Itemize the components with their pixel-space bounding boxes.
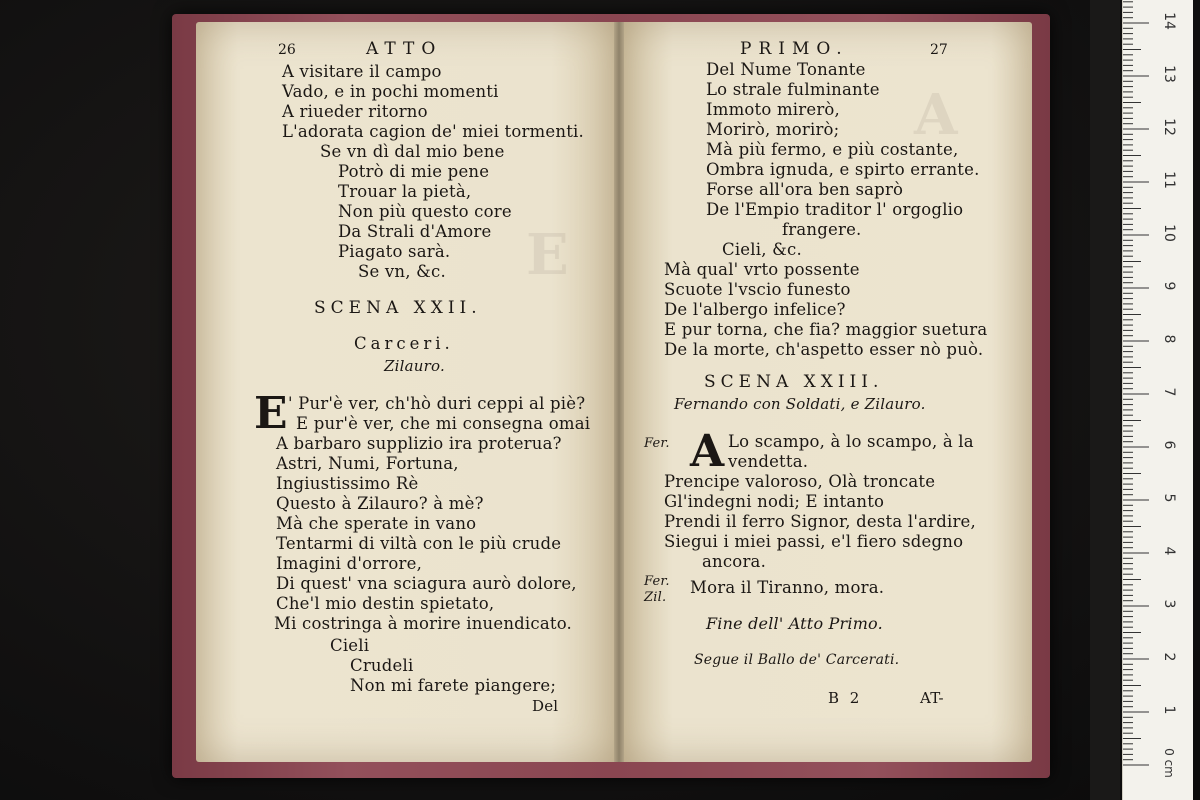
verse-line: Lo strale fulminante: [706, 80, 880, 99]
verse-line: L'adorata cagion de' miei tormenti.: [282, 122, 584, 141]
speech-line: ' Pur'è ver, ch'hò duri ceppi al piè?: [288, 394, 586, 413]
verse-line: E pur torna, che fia? maggior suetura: [664, 320, 988, 339]
backdrop-board: [1090, 0, 1120, 800]
scene-character: Zilauro.: [384, 357, 445, 375]
closing-line: Crudeli: [350, 656, 414, 675]
speech-line: Tentarmi di viltà con le più crude: [276, 534, 562, 553]
verse-line: Mà più fermo, e più costante,: [706, 140, 959, 159]
verse-line: Forse all'ora ben saprò: [706, 180, 904, 199]
speech-line: E pur'è ver, che mi consegna omai: [296, 414, 591, 433]
ruler-zero-label: 0 cm: [1162, 748, 1176, 778]
speech-line: Prendi il ferro Signor, desta l'ardire,: [664, 512, 976, 531]
verse-line: Se vn, &c.: [358, 262, 446, 281]
verse-line: A riueder ritorno: [282, 102, 428, 121]
speech-line: A barbaro supplizio ira proterua?: [276, 434, 562, 453]
ruler-label: 6: [1161, 440, 1177, 450]
page-number-right: 27: [930, 42, 948, 58]
verse-line: De l'albergo infelice?: [664, 300, 846, 319]
ruler-label: 8: [1161, 334, 1177, 344]
speech-line: Questo à Zilauro? à mè?: [276, 494, 484, 513]
verse-line: Non più questo core: [338, 202, 512, 221]
verse-line: Trouar la pietà,: [338, 182, 472, 201]
scene-characters: Fernando con Soldati, e Zilauro.: [674, 395, 926, 413]
running-head-left: ATTO: [366, 39, 443, 59]
speech-line: Gl'indegni nodi; E intanto: [664, 492, 885, 511]
catchword-right: AT-: [920, 689, 944, 707]
verse-line: Potrò di mie pene: [338, 162, 490, 181]
closing-line: Non mi farete piangere;: [350, 676, 557, 695]
ruler-label: 14: [1161, 12, 1177, 30]
speech-line: Siegui i miei passi, e'l fiero sdegno: [664, 532, 964, 551]
drop-cap: E: [254, 388, 288, 439]
speaker-label: Zil.: [644, 590, 667, 605]
verse-line: Se vn dì dal mio bene: [320, 142, 505, 161]
ruler-label: 5: [1161, 493, 1177, 503]
ruler-label: 10: [1161, 224, 1177, 242]
right-page: [624, 22, 1032, 762]
measurement-ruler: [1122, 0, 1193, 800]
ruler-label: 4: [1161, 546, 1177, 556]
verse-line: Morirò, morirò;: [706, 120, 840, 139]
show-through: E: [526, 222, 569, 288]
ballet-note: Segue il Ballo de' Carcerati.: [694, 652, 900, 668]
speech-line-indent: ancora.: [702, 552, 767, 571]
speaker-label: Fer.: [644, 574, 670, 589]
speech-line: Astri, Numi, Fortuna,: [276, 454, 459, 473]
speech-line: Che'l mio destin spietato,: [276, 594, 495, 613]
verse-line: Ombra ignuda, e spirto errante.: [706, 160, 980, 179]
show-through: A: [914, 82, 958, 148]
speech-line: Mora il Tiranno, mora.: [690, 578, 885, 597]
speech-line: Mà che sperate in vano: [276, 514, 477, 533]
catchword-left: Del: [532, 697, 559, 715]
ruler-label: 13: [1161, 65, 1177, 83]
speech-line: Di quest' vna sciagura aurò dolore,: [276, 574, 577, 593]
running-head-right: PRIMO.: [740, 39, 849, 59]
ruler-label: 2: [1161, 652, 1177, 662]
verse-line: De la morte, ch'aspetto esser nò può.: [664, 340, 984, 359]
verse-line: Immoto mirerò,: [706, 100, 840, 119]
verse-refrain: Cieli, &c.: [722, 240, 802, 259]
speech-line: vendetta.: [728, 452, 809, 471]
ruler-label: 3: [1161, 599, 1177, 609]
speech-line: Lo scampo, à lo scampo, à la: [728, 432, 974, 451]
closing-line: Cieli: [330, 636, 370, 655]
verse-line: Mà qual' vrto possente: [664, 260, 860, 279]
scene-setting: Carceri.: [354, 334, 454, 353]
ruler-label: 9: [1161, 281, 1177, 291]
ruler-label: 12: [1161, 118, 1177, 136]
verse-line: Scuote l'vscio funesto: [664, 280, 851, 299]
scene-title: SCENA XXIII.: [704, 372, 884, 392]
act-end: Fine dell' Atto Primo.: [706, 614, 883, 633]
scene-title: SCENA XXII.: [314, 298, 482, 318]
drop-cap: A: [690, 426, 725, 477]
verse-line: Piagato sarà.: [338, 242, 451, 261]
speech-line: Mi costringa à morire inuendicato.: [274, 614, 573, 633]
verse-line-indent: frangere.: [782, 220, 862, 239]
speech-line: Ingiustissimo Rè: [276, 474, 419, 493]
left-page: [196, 22, 614, 762]
verse-line: A visitare il campo: [282, 62, 442, 81]
verse-line: Del Nume Tonante: [706, 60, 866, 79]
ruler-ticks: [1123, 0, 1193, 800]
page-number-left: 26: [278, 42, 296, 58]
speech-line: Prencipe valoroso, Olà troncate: [664, 472, 936, 491]
ruler-label: 11: [1161, 171, 1177, 189]
verse-line: De l'Empio traditor l' orgoglio: [706, 200, 964, 219]
verse-line: Vado, e in pochi momenti: [282, 82, 499, 101]
ruler-label: 7: [1161, 387, 1177, 397]
speech-line: Imagini d'orrore,: [276, 554, 423, 573]
ruler-label: 1: [1161, 705, 1177, 715]
signature-mark: B 2: [828, 689, 863, 707]
speaker-label: Fer.: [644, 436, 670, 451]
verse-line: Da Strali d'Amore: [338, 222, 492, 241]
